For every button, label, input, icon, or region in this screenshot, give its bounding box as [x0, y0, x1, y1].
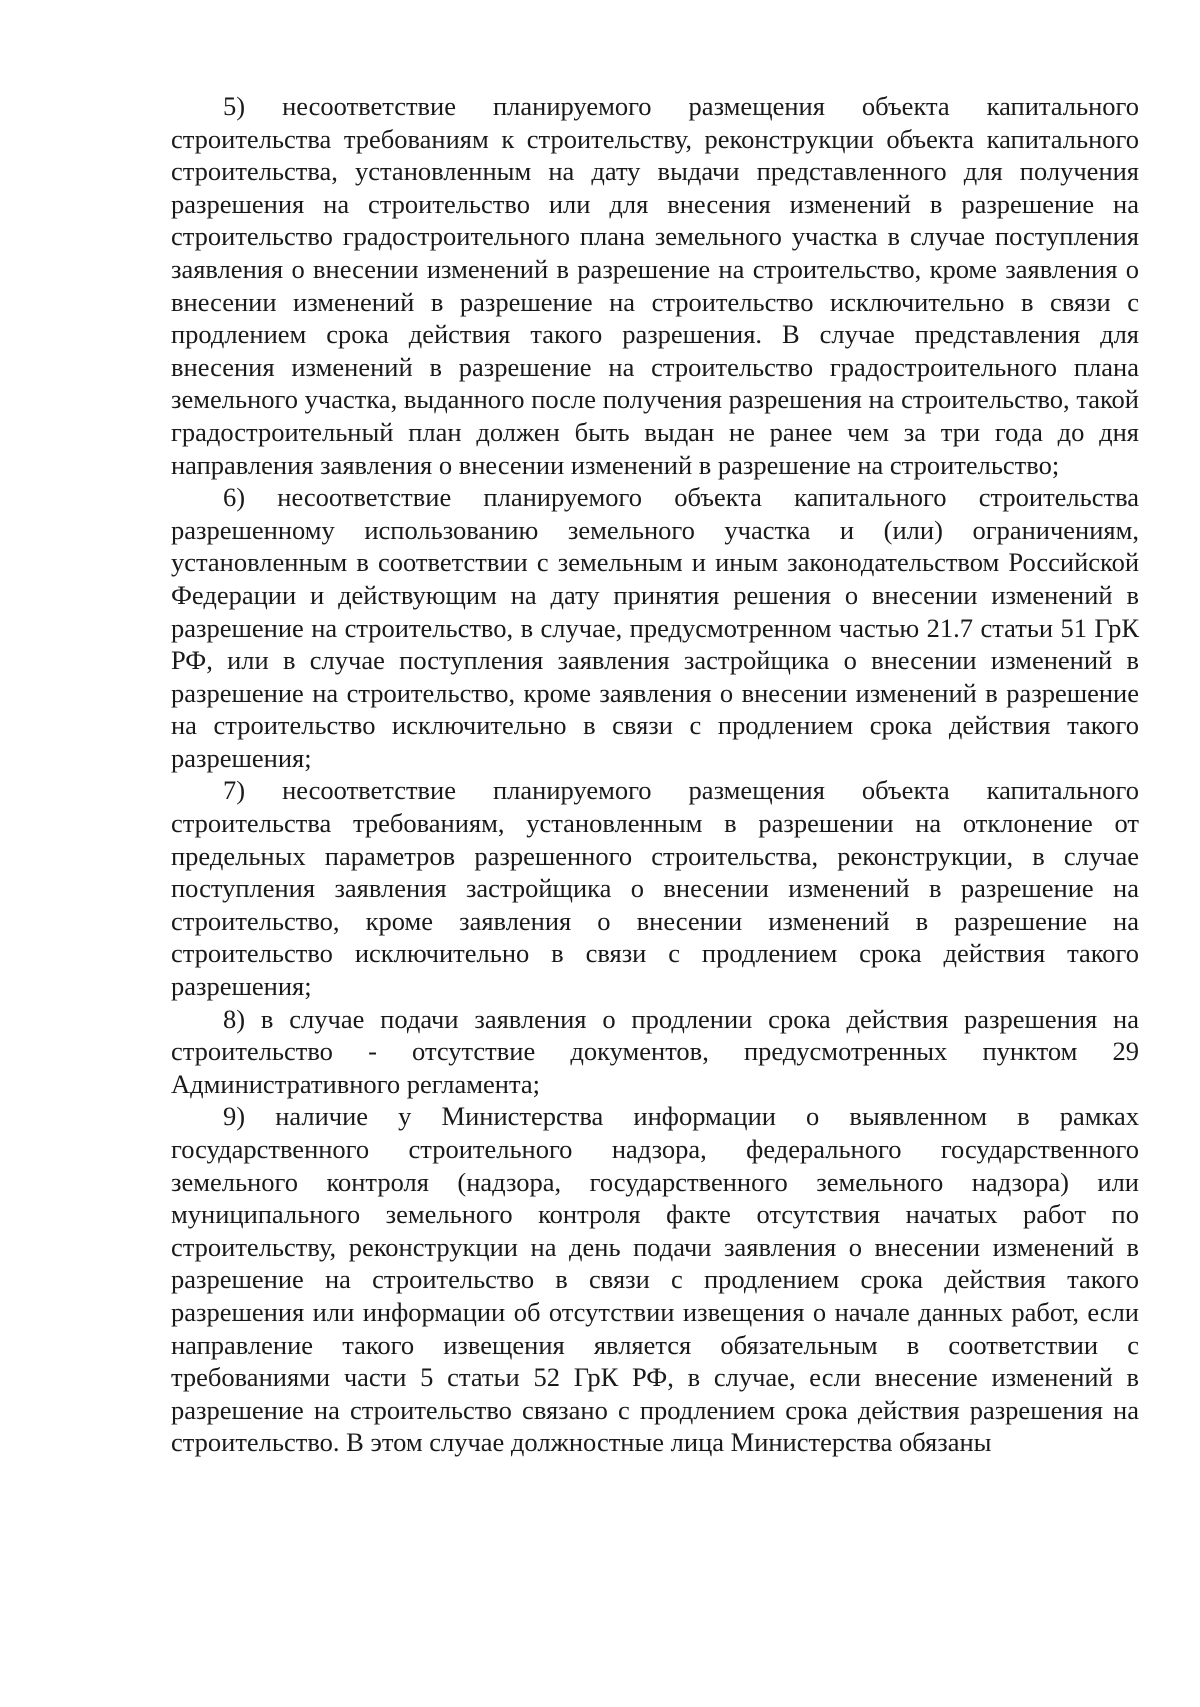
- paragraph-item-6: 6) несоответствие планируемого объекта капитального строительства разрешенному использованию земельного участка и (или) ограничениям, установленным в соответствии с земельным и иным законодательством Российской Федерации и действующим на дату принятия решения о внесении изменений в разрешение на строительство, в случае, предусмотренном частью 21.7 статьи 51 ГрК РФ, или в случае поступления заявления застройщика о внесении изменений в разрешение на строительство, кроме заявления о внесении изменений в разрешение на строительство исключительно в связи с продлением срока действия такого разрешения;: [171, 482, 1139, 773]
- paragraph-item-8: 8) в случае подачи заявления о продлении срока действия разрешения на строительство - отсутствие документов, предусмотренных пунктом 29 Административного регламента;: [171, 1003, 1139, 1099]
- paragraph-item-5: 5) несоответствие планируемого размещения объекта капитального строительства требованиям к строительству, реконструкции объекта капитального строительства, установленным на дату выдачи представленного для получения разрешения на строительство или для внесения изменений в разрешение на строительство градостроительного плана земельного участка в случае поступления заявления о внесении изменений в разрешение на строительство, кроме заявления о внесении изменений в разрешение на строительство исключительно в связи с продлением срока действия такого разрешения. В случае представления для внесения изменений в разрешение на строительство градостроительного плана земельного участка, выданного после получения разрешения на строительство, такой градостроительный план должен быть выдан не ранее чем за три года до дня направления заявления о внесении изменений в разрешение на строительство;: [171, 91, 1139, 480]
- document-body: [171, 90, 1139, 1459]
- paragraph-item-7: 7) несоответствие планируемого размещения объекта капитального строительства требованиям, установленным в разрешении на отклонение от предельных параметров разрешенного строительства, реконструкции, в случае поступления заявления застройщика о внесении изменений в разрешение на строительство, кроме заявления о внесении изменений в разрешение на строительство исключительно в связи с продлением срока действия такого разрешения;: [171, 775, 1139, 1002]
- paragraph-item-9: 9) наличие у Министерства информации о выявленном в рамках государственного строительного надзора, федерального государственного земельного контроля (надзора, государственного земельного надзора) или муниципального земельного контроля факте отсутствия начатых работ по строительству, реконструкции на день подачи заявления о внесении изменений в разрешение на строительство в связи с продлением срока действия такого разрешения или информации об отсутствии извещения о начале данных работ, если направление такого извещения является обязательным в соответствии с требованиями части 5 статьи 52 ГрК РФ, в случае, если внесение изменений в разрешение на строительство связано с продлением срока действия разрешения на строительство. В этом случае должностные лица Министерства обязаны: [171, 1101, 1139, 1458]
